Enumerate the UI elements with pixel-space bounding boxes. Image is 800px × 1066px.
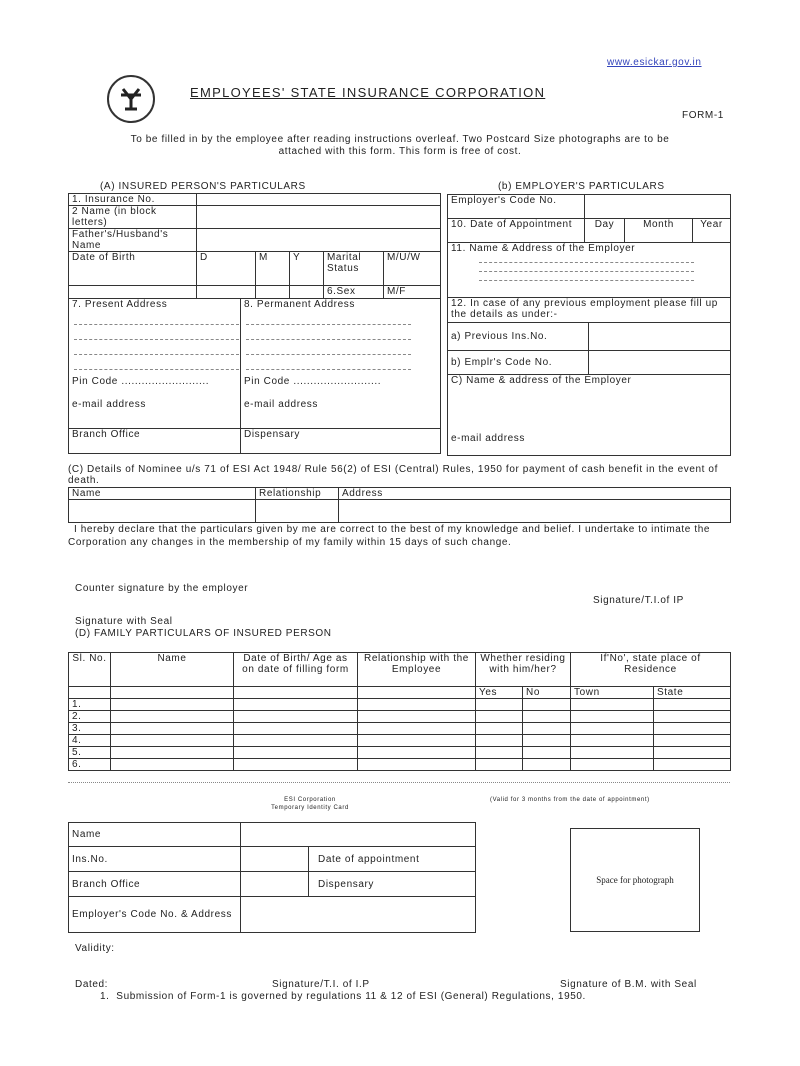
nominee-col-relationship: Relationship	[256, 488, 339, 500]
emplr-code-field[interactable]	[589, 351, 731, 375]
section-a-heading: (A) INSURED PERSON'S PARTICULARS	[100, 181, 306, 192]
card-ins-field[interactable]	[241, 847, 309, 872]
row-number: 4.	[69, 735, 111, 747]
footnote: 1. Submission of Form-1 is governed by regulations 11 & 12 of ESI (General) Regulations, 1950.	[100, 991, 586, 1002]
present-address[interactable]	[69, 299, 241, 429]
col-no: No	[523, 687, 571, 699]
card-name-label: Name	[69, 823, 241, 847]
previous-employer-address[interactable]	[448, 375, 731, 456]
signature-ip-label: Signature/T.I.of IP	[593, 595, 684, 606]
insurance-no-label: 1. Insurance No.	[69, 194, 197, 206]
family-heading: (D) FAMILY PARTICULARS OF INSURED PERSON	[75, 628, 332, 639]
present-address-label: 7. Present Address	[72, 299, 168, 310]
sex-field[interactable]: M/F	[384, 286, 441, 299]
card-code-label: Employer's Code No. & Address	[69, 897, 241, 933]
doa-year[interactable]: Year	[693, 219, 731, 243]
card-signature-bm: Signature of B.M. with Seal	[560, 979, 697, 990]
card-signature-ip: Signature/T.I. of I.P	[272, 979, 370, 990]
card-code-field[interactable]	[241, 897, 476, 933]
card-validity-note: (Valid for 3 months from the date of appointment)	[490, 797, 650, 803]
dob-label: Date of Birth	[69, 252, 197, 286]
website-link[interactable]: www.esickar.gov.in	[607, 57, 702, 68]
signature-seal-label: Signature with Seal	[75, 616, 173, 627]
marital-field[interactable]: M/U/W	[384, 252, 441, 286]
row-number: 6.	[69, 759, 111, 771]
card-name-field[interactable]	[241, 823, 476, 847]
dob-month[interactable]: M	[256, 252, 290, 286]
previous-employer-label: C) Name & address of the Employer	[451, 375, 632, 386]
previous-employer-email: e-mail address	[451, 433, 525, 444]
section-b-heading: (b) EMPLOYER'S PARTICULARS	[498, 181, 665, 192]
esic-logo	[107, 75, 155, 123]
card-branch-field[interactable]	[241, 872, 309, 897]
card-dispensary-label: Dispensary	[309, 872, 476, 897]
identity-card-table	[68, 822, 476, 933]
name-label: 2 Name (in block letters)	[69, 206, 197, 229]
page-title: EMPLOYEES' STATE INSURANCE CORPORATION	[190, 85, 546, 100]
previous-ins-label: a) Previous Ins.No.	[448, 323, 589, 351]
table-row[interactable]	[69, 759, 731, 771]
card-ins-label: Ins.No.	[69, 847, 241, 872]
nominee-text: (C) Details of Nominee u/s 71 of ESI Act 1948/ Rule 56(2) of ESI (Central) Rules, 1950 for payment of cash benefit in the event of death.	[68, 464, 718, 486]
col-relationship: Relationship with the Employee	[358, 653, 476, 687]
row-number: 2.	[69, 711, 111, 723]
table-row[interactable]	[69, 723, 731, 735]
emplr-code-label: b) Emplr's Code No.	[448, 351, 589, 375]
table-row[interactable]	[69, 711, 731, 723]
permanent-email: e-mail address	[244, 399, 318, 410]
validity-label: Validity:	[75, 943, 115, 954]
col-dob: Date of Birth/ Age as on date of filling form	[234, 653, 358, 687]
col-residence: If'No', state place of Residence	[571, 653, 731, 687]
dispensary[interactable]: Dispensary	[241, 429, 441, 454]
doa-month[interactable]: Month	[625, 219, 693, 243]
table-row[interactable]	[69, 735, 731, 747]
present-email: e-mail address	[72, 399, 146, 410]
nominee-relationship-field[interactable]	[256, 500, 339, 523]
nominee-col-address: Address	[339, 488, 731, 500]
nominee-name-field[interactable]	[69, 500, 256, 523]
instruction-line-1: To be filled in by the employee after reading instructions overleaf. Two Postcard Size photographs are to be	[130, 134, 670, 145]
permanent-address[interactable]	[241, 299, 441, 429]
row-number: 1.	[69, 699, 111, 711]
dob-day[interactable]: D	[197, 252, 256, 286]
photo-label: Space for photograph	[596, 875, 674, 885]
present-pin: Pin Code ..........................	[72, 376, 210, 387]
col-yes: Yes	[476, 687, 523, 699]
row-number: 3.	[69, 723, 111, 735]
previous-employment-label: 12. In case of any previous employment please fill up the details as under:-	[448, 298, 731, 323]
instruction-line-2: attached with this form. This form is free of cost.	[278, 146, 522, 157]
nominee-table	[68, 487, 731, 523]
doa-day[interactable]: Day	[585, 219, 625, 243]
employer-code-label: Employer's Code No.	[448, 195, 585, 219]
father-label: Father's/Husband's Name	[69, 229, 197, 252]
card-branch-label: Branch Office	[69, 872, 241, 897]
col-residing: Whether residing with him/her?	[476, 653, 571, 687]
declaration: I hereby declare that the particulars given by me are correct to the best of my knowledge and belief. I undertake to intimate the Corporation any changes in the membership of my family within 15 days of such change.	[68, 524, 711, 548]
table-row[interactable]	[69, 747, 731, 759]
table-row[interactable]	[69, 699, 731, 711]
insured-person-table	[68, 193, 441, 454]
family-table	[68, 652, 731, 771]
col-name: Name	[111, 653, 234, 687]
sex-label: 6.Sex	[324, 286, 384, 299]
nominee-col-name: Name	[69, 488, 256, 500]
nominee-address-field[interactable]	[339, 500, 731, 523]
employer-name-address[interactable]	[448, 243, 731, 298]
card-doa-label: Date of appointment	[309, 847, 476, 872]
col-state: State	[654, 687, 731, 699]
card-title: Temporary Identity Card	[271, 805, 349, 811]
col-town: Town	[571, 687, 654, 699]
employer-code-field[interactable]	[585, 195, 731, 219]
form-number: FORM-1	[682, 110, 724, 121]
father-field[interactable]	[197, 229, 441, 252]
employer-name-label: 11. Name & Address of the Employer	[451, 243, 636, 254]
permanent-pin: Pin Code ..........................	[244, 376, 382, 387]
branch-office[interactable]: Branch Office	[69, 429, 241, 454]
card-org: ESI Corporation	[284, 797, 336, 803]
row-number: 5.	[69, 747, 111, 759]
counter-signature-label: Counter signature by the employer	[75, 583, 249, 594]
doa-label: 10. Date of Appointment	[448, 219, 585, 243]
insurance-no-field[interactable]	[197, 194, 441, 206]
employer-table	[447, 194, 731, 456]
marital-label: Marital Status	[324, 252, 384, 286]
col-sl-no: Sl. No.	[69, 653, 111, 687]
previous-ins-field[interactable]	[589, 323, 731, 351]
permanent-address-label: 8. Permanent Address	[244, 299, 355, 310]
dob-year[interactable]: Y	[290, 252, 324, 286]
name-field[interactable]	[197, 206, 441, 229]
dated-label: Dated:	[75, 979, 109, 990]
cut-line	[68, 782, 730, 783]
photo-box[interactable]	[570, 828, 700, 932]
